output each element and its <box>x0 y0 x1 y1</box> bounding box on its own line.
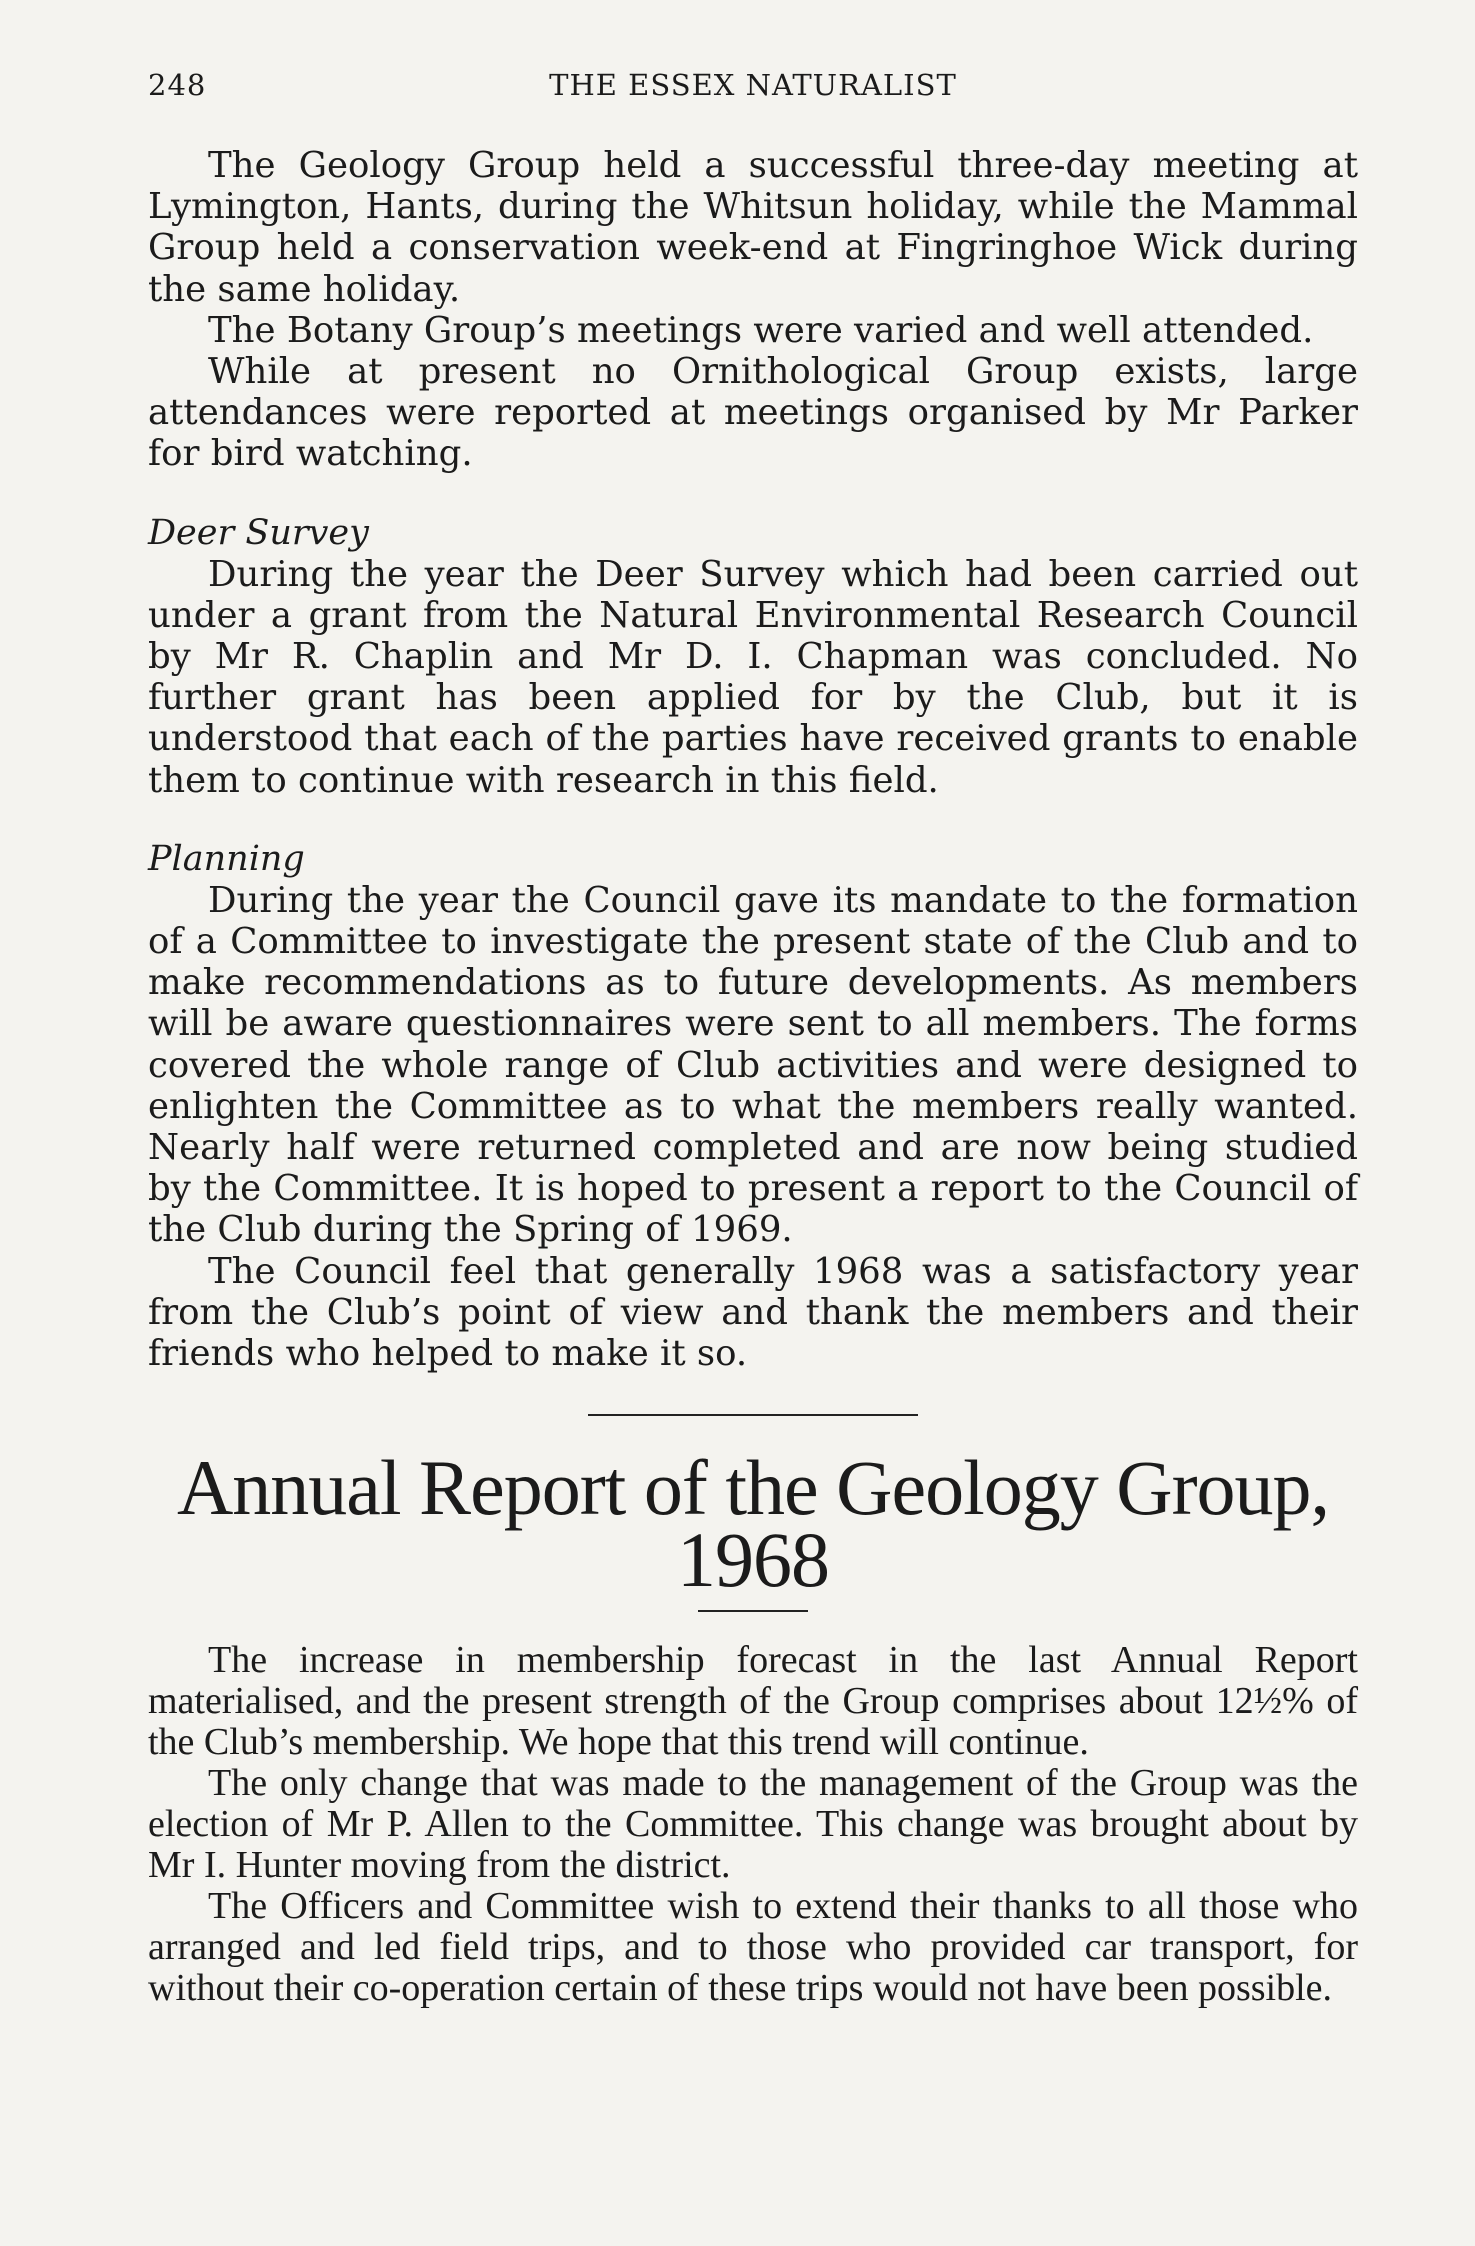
geology-paragraph-1: The increase in membership forecast in the last Annual Report materialised, and the present strength of the Group comprises about 12½% of the Club’s membership. We hope that this trend will continue. <box>148 1639 1358 1764</box>
geology-report-title <box>148 1444 1358 1604</box>
intro-paragraph-1: The Geology Group held a successful three-day meeting at Lymington, Hants, during the Whitsun holiday, while the Mammal Group held a conservation week-end at Fingringhoe Wick during the same holiday. <box>148 145 1358 310</box>
intro-paragraph-2: The Botany Group’s meetings were varied and well attended. <box>208 309 1314 351</box>
geology-paragraph-2: The only change that was made to the management of the Group was the election of Mr P. Allen to the Committee. This change was brought about by Mr I. Hunter moving from the district. <box>148 1762 1358 1887</box>
geology-report-title-line-1: Annual Report of the Geology Group, <box>176 1444 1330 1532</box>
geology-paragraph-3: The Officers and Committee wish to extend their thanks to all those who arranged and led field trips, and to those who provided car transport, for without their co-operation certain of these trips would not have been possible. <box>148 1885 1358 2010</box>
geology-report-section <box>148 1444 1358 2010</box>
geology-report-title-line-2: 1968 <box>677 1516 829 1604</box>
intro-paragraph-3: While at present no Ornithological Group exists, large attendances were reported at meetings organised by Mr Parker for bird watching. <box>148 351 1358 475</box>
planning-paragraph-2: The Council feel that generally 1968 was a satisfactory year from the Club’s point of view and thank the members and their friends who helped to make it so. <box>148 1250 1358 1375</box>
article-body <box>148 145 1358 2009</box>
planning-section <box>148 839 1358 1374</box>
title-underline <box>698 1610 808 1612</box>
geology-report-body <box>148 1640 1358 2009</box>
running-title: THE ESSEX NATURALIST <box>549 68 957 102</box>
planning-paragraph-1: During the year the Council gave its mandate to the formation of a Committee to investigate the present state of the Club and to make recommendations as to future developments. As members will be aware questionnaires were sent to all members. The forms covered the whole range of Club activities and were designed to enlighten the Committee as to what the members really wanted. Nearly half were returned completed and are now being studied by the Committee. It is hoped to present a report to the Council of the Club during the Spring of 1969. <box>148 879 1358 1251</box>
deer-survey-paragraph: During the year the Deer Survey which had been carried out under a grant from the Natural Environmental Research Council by Mr R. Chaplin and Mr D. I. Chapman was concluded. No further grant has been applied for by the Club, but it is understood that each of the parties have received grants to enable them to continue with research in this field. <box>148 553 1358 801</box>
section-divider <box>588 1414 918 1416</box>
deer-survey-section <box>148 513 1358 801</box>
deer-survey-heading: Deer Survey <box>148 512 369 553</box>
planning-heading: Planning <box>148 838 305 879</box>
page-number: 248 <box>148 68 207 102</box>
page-header <box>148 68 1358 108</box>
intro-section <box>148 145 1358 475</box>
